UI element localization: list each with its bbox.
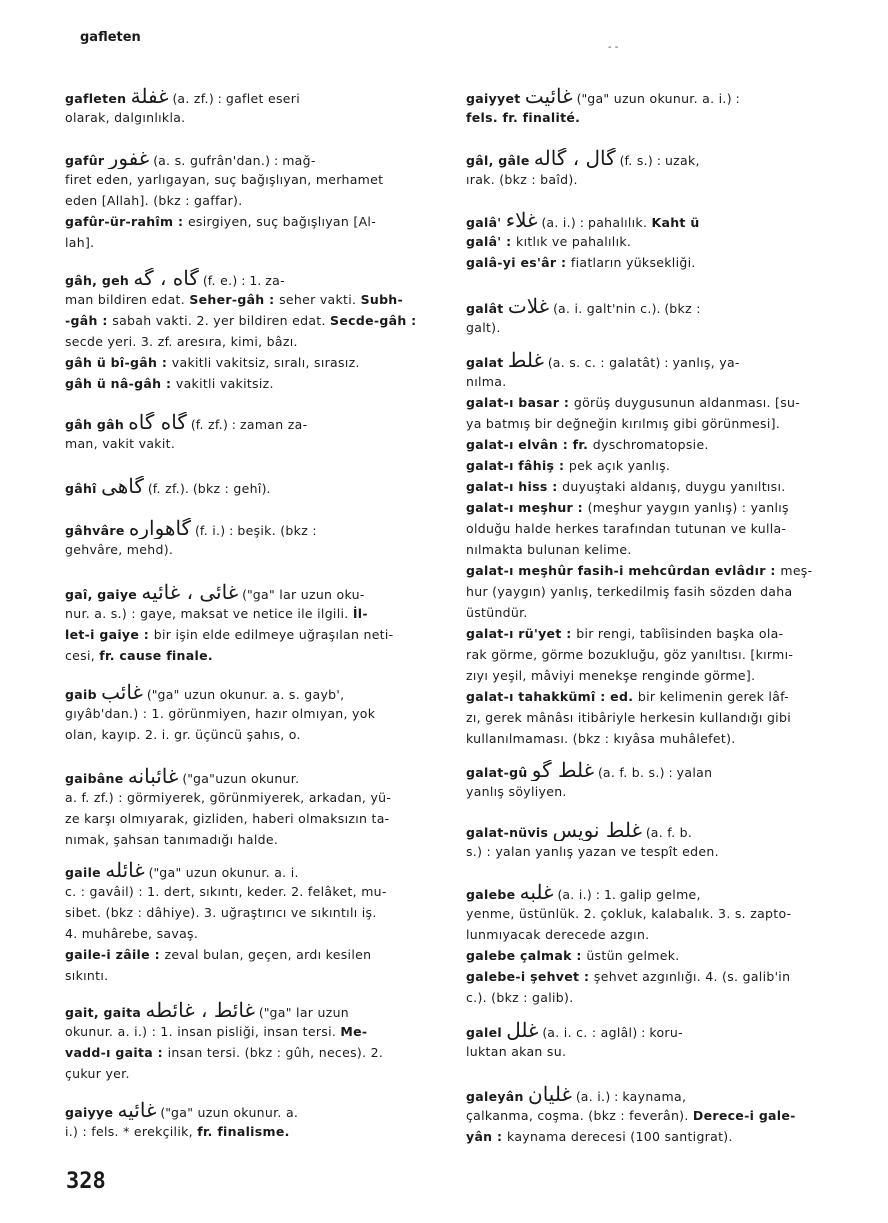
dictionary-entry xyxy=(466,1020,841,1062)
headword: galât xyxy=(466,301,504,316)
headword: galâ' xyxy=(466,215,502,230)
definition-text: kıtlık ve pahalılık. xyxy=(516,234,632,249)
definition-text: i.) : fels. * erekçilik, xyxy=(65,1124,198,1139)
entry-line xyxy=(466,1084,841,1105)
entry-line xyxy=(466,86,841,107)
entry-line xyxy=(65,582,440,603)
entry-line xyxy=(65,289,440,310)
definition-text: (f. zf.). (bkz : gehî). xyxy=(143,481,271,496)
entry-line xyxy=(466,497,841,518)
arabic-script: غلل xyxy=(506,1020,539,1041)
entry-line xyxy=(466,1105,841,1126)
entry-line xyxy=(65,808,440,829)
entry-line xyxy=(65,86,440,107)
headword: galel xyxy=(466,1025,502,1040)
entry-line xyxy=(65,724,440,745)
headword: galat-ı meşhûr fasih-i mehcûrdan evlâdır : xyxy=(466,563,781,578)
arabic-script: غائبانه xyxy=(127,766,179,787)
dictionary-entry xyxy=(466,1084,841,1147)
definition-text: nımak, şahsan tanımadığı halde. xyxy=(65,832,279,847)
headword: gafleten xyxy=(65,91,127,106)
definition-text: c. : gavâil) : 1. dert, sıkıntı, keder. 2. felâket, mu- xyxy=(65,884,387,899)
arabic-script: غلاء xyxy=(505,210,538,231)
headword: Secde-gâh : xyxy=(330,313,417,328)
definition-text: sıkıntı. xyxy=(65,968,109,983)
dictionary-entry xyxy=(65,86,440,128)
entry-line xyxy=(466,760,841,781)
dictionary-entry xyxy=(65,1000,440,1084)
definition-text: çalkanma, coşma. (bkz : feverân). xyxy=(466,1108,693,1123)
arabic-script: غائله xyxy=(105,860,145,881)
headword: galat-ı tahakkümî : ed. xyxy=(466,689,638,704)
headword: gait, gaita xyxy=(65,1005,142,1020)
definition-text: man, vakit vakit. xyxy=(65,436,176,451)
definition-text: c.). (bkz : galib). xyxy=(466,990,574,1005)
headword: İl- xyxy=(352,606,368,621)
headword: Me- xyxy=(340,1024,368,1039)
entry-line xyxy=(466,210,841,231)
entry-line xyxy=(65,923,440,944)
headword: gaiyyet xyxy=(466,91,521,106)
entry-line xyxy=(466,434,841,455)
headword: galat-nüvis xyxy=(466,825,549,840)
dictionary-entry xyxy=(65,412,440,454)
entry-line xyxy=(466,707,841,728)
definition-text: hur (yaygın) yanlış, terkedilmiş fasih sözden daha xyxy=(466,584,793,599)
headword: gâl, gâle xyxy=(466,153,530,168)
definition-text: ("ga" uzun okunur. a. i.) : xyxy=(572,91,740,106)
definition-text: (a. i. c. : aglâl) : koru- xyxy=(538,1025,683,1040)
definition-text: bir kelimenin gerek lâf- xyxy=(637,689,789,704)
definition-text: ya batmış bir değneğin kırılmış gibi görünmesi]. xyxy=(466,416,781,431)
definition-text: (a. i.) : kaynama, xyxy=(571,1089,687,1104)
headword: gaile-i zâile : xyxy=(65,947,165,962)
headword: gâh gâh xyxy=(65,417,125,432)
arabic-script: غائط ، غائطه xyxy=(145,1000,255,1021)
entry-line xyxy=(466,581,841,602)
definition-text: meş- xyxy=(780,563,813,578)
definition-text: kaynama derecesi (100 santigrat). xyxy=(507,1129,733,1144)
definition-text: (a. f. b. s.) : yalan xyxy=(594,765,713,780)
headword: galat-ı fâhiş : xyxy=(466,458,569,473)
definition-text: görüş duygusunun aldanması. [su- xyxy=(573,395,801,410)
definition-text: eden [Allah]. (bkz : gaffar). xyxy=(65,193,243,208)
entry-line xyxy=(65,787,440,808)
entry-line xyxy=(466,392,841,413)
headword: galâ' : xyxy=(466,234,517,249)
definition-text: vakitli vakitsiz. xyxy=(175,376,274,391)
entry-line xyxy=(65,1000,440,1021)
definition-text: dyschromatopsie. xyxy=(592,437,709,452)
dictionary-entry xyxy=(65,766,440,850)
arabic-script: غائب xyxy=(101,682,143,703)
entry-line xyxy=(466,1126,841,1147)
arabic-script: گال ، گاله xyxy=(533,148,616,169)
dictionary-entry xyxy=(65,1100,440,1142)
entry-line xyxy=(65,1121,440,1142)
dictionary-entry xyxy=(466,148,841,190)
definition-text: (f. zf.) : zaman za- xyxy=(186,417,308,432)
entry-line xyxy=(65,682,440,703)
dictionary-entry xyxy=(65,582,440,666)
arabic-script: گاهواره xyxy=(128,518,192,539)
definition-text: ("ga" uzun okunur. a. xyxy=(156,1105,299,1120)
entry-line xyxy=(466,539,841,560)
headword: fr. finalisme. xyxy=(197,1124,290,1139)
dictionary-entry xyxy=(65,148,440,253)
headword: galebe xyxy=(466,887,516,902)
entry-line xyxy=(65,703,440,724)
arabic-script: غائيه xyxy=(117,1100,157,1121)
entry-line xyxy=(466,371,841,392)
definition-text: esirgiyen, suç bağışlıyan [Al- xyxy=(187,214,377,229)
right-column xyxy=(466,0,841,1223)
definition-text: sabah vakti. 2. yer bildiren edat. xyxy=(112,313,331,328)
entry-line xyxy=(466,903,841,924)
arabic-script: غلط xyxy=(507,350,544,371)
entry-line xyxy=(65,1063,440,1084)
arabic-script: غائيت xyxy=(524,86,573,107)
dictionary-entry xyxy=(466,210,841,273)
entry-line xyxy=(65,860,440,881)
definition-text: (a. f. b. xyxy=(641,825,693,840)
definition-text: vakitli vakitsiz, sıralı, sırasız. xyxy=(171,355,360,370)
definition-text: ("ga"uzun okunur. xyxy=(178,771,300,786)
entry-line xyxy=(466,644,841,665)
definition-text: (a. s. c. : galatât) : yanlış, ya- xyxy=(543,355,740,370)
definition-text: olarak, dalgınlıkla. xyxy=(65,110,186,125)
arabic-script: غلط گو xyxy=(531,760,595,781)
entry-line xyxy=(65,645,440,666)
definition-text: ("ga" uzun okunur. a. i. xyxy=(144,865,299,880)
definition-text: (a. zf.) : gaflet eseri xyxy=(168,91,301,106)
definition-text: ırak. (bkz : baîd). xyxy=(466,172,578,187)
arabic-script: غلط نويس xyxy=(552,820,642,841)
definition-text: fiatların yüksekliği. xyxy=(570,255,696,270)
corner-mark: ‐ ‐ xyxy=(608,42,619,53)
entry-line xyxy=(466,602,841,623)
headword: gaibâne xyxy=(65,771,124,786)
entry-line xyxy=(65,331,440,352)
entry-line xyxy=(466,518,841,539)
dictionary-entry xyxy=(65,518,440,560)
entry-line xyxy=(466,317,841,338)
dictionary-entry xyxy=(65,682,440,745)
entry-line xyxy=(466,882,841,903)
headword: gafûr xyxy=(65,153,105,168)
definition-text: ("ga" uzun okunur. a. s. gayb', xyxy=(142,687,345,702)
entry-line xyxy=(466,686,841,707)
definition-text: (f. s.) : uzak, xyxy=(615,153,700,168)
entry-line xyxy=(65,902,440,923)
entry-line xyxy=(466,728,841,749)
entry-line xyxy=(466,252,841,273)
headword: galat-ı hiss : xyxy=(466,479,563,494)
entry-line xyxy=(65,373,440,394)
definition-text: firet eden, yarlıgayan, suç bağışlıyan, merhamet xyxy=(65,172,384,187)
arabic-script: غلبه xyxy=(519,882,554,903)
headword: gâh, geh xyxy=(65,273,130,288)
definition-text: man bildiren edat. xyxy=(65,292,190,307)
definition-text: cesi, xyxy=(65,648,100,663)
entry-line xyxy=(466,945,841,966)
entry-line xyxy=(65,829,440,850)
definition-text: (f. i.) : beşik. (bkz : xyxy=(191,523,317,538)
definition-text: sibet. (bkz : dâhiye). 3. uğraştırıcı ve sıkıntılı iş. xyxy=(65,905,377,920)
definition-text: luktan akan su. xyxy=(466,1044,567,1059)
entry-line xyxy=(466,623,841,644)
entry-line xyxy=(466,169,841,190)
entry-line xyxy=(65,1042,440,1063)
entry-line xyxy=(466,966,841,987)
headword: fels. fr. finalité. xyxy=(466,110,581,125)
definition-text: gehvâre, mehd). xyxy=(65,542,174,557)
dictionary-entry xyxy=(65,476,440,497)
headword: gâhî xyxy=(65,481,97,496)
dictionary-entry xyxy=(65,268,440,394)
entry-line xyxy=(65,310,440,331)
definition-text: galt). xyxy=(466,320,501,335)
arabic-script: غفلة xyxy=(130,86,169,107)
headword: galat-ı meşhur : xyxy=(466,500,588,515)
definition-text: nur. a. s.) : gaye, maksat ve netice ile ilgili. xyxy=(65,606,353,621)
entry-line xyxy=(466,924,841,945)
entry-line xyxy=(466,350,841,371)
headword: let-i gaiye : xyxy=(65,627,154,642)
headword: galâ-yi es'âr : xyxy=(466,255,571,270)
headword: vadd-ı gaita : xyxy=(65,1045,168,1060)
headword: -gâh : xyxy=(65,313,113,328)
definition-text: olan, kayıp. 2. i. gr. üçüncü şahıs, o. xyxy=(65,727,301,742)
arabic-script: گاه ، گه xyxy=(133,268,199,289)
entry-line xyxy=(65,518,440,539)
entry-line xyxy=(466,231,841,252)
definition-text: lunmıyacak derecede azgın. xyxy=(466,927,650,942)
definition-text: ze karşı olmıyarak, gizliden, haberi olmaksızın ta- xyxy=(65,811,390,826)
entry-line xyxy=(65,433,440,454)
headword: galeyân xyxy=(466,1089,524,1104)
headword: gafûr-ür-rahîm : xyxy=(65,214,188,229)
definition-text: okunur. a. i.) : 1. insan pisliği, insan tersi. xyxy=(65,1024,341,1039)
entry-line xyxy=(466,296,841,317)
headword: gaile xyxy=(65,865,101,880)
definition-text: olduğu halde herkes tarafından tutunan ve kulla- xyxy=(466,521,787,536)
definition-text: üstündür. xyxy=(466,605,528,620)
entry-line xyxy=(466,781,841,802)
headword: gaiyye xyxy=(65,1105,114,1120)
entry-line xyxy=(466,665,841,686)
entry-line xyxy=(65,603,440,624)
headword: galat-gû xyxy=(466,765,528,780)
entry-line xyxy=(466,841,841,862)
headword: yân : xyxy=(466,1129,507,1144)
definition-text: rak görme, görme bozukluğu, göz yanıltısı. [kırmı- xyxy=(466,647,794,662)
headword: galebe-i şehvet : xyxy=(466,969,594,984)
definition-text: (f. e.) : 1. za- xyxy=(198,273,285,288)
entry-line xyxy=(65,624,440,645)
definition-text: gıyâb'dan.) : 1. görünmiyen, hazır olmıyan, yok xyxy=(65,706,376,721)
definition-text: seher vakti. xyxy=(279,292,361,307)
definition-text: bir rengi, tabîisinden başka ola- xyxy=(576,626,784,641)
entry-line xyxy=(466,413,841,434)
entry-line xyxy=(65,881,440,902)
headword: galat-ı elvân : fr. xyxy=(466,437,593,452)
entry-line xyxy=(65,352,440,373)
definition-text: (a. i. galt'nin c.). (bkz : xyxy=(549,301,701,316)
definition-text: zeval bulan, geçen, ardı kesilen xyxy=(164,947,372,962)
definition-text: yenme, üstünlük. 2. çokluk, kalabalık. 3. s. zapto- xyxy=(466,906,792,921)
definition-text: (meşhur yaygın yanlış) : yanlış xyxy=(587,500,789,515)
headword: Derece-i gale- xyxy=(692,1108,796,1123)
definition-text: nılma. xyxy=(466,374,507,389)
arabic-script: غائى ، غائيه xyxy=(141,582,239,603)
headword: Subh- xyxy=(360,292,403,307)
dictionary-entry xyxy=(65,860,440,986)
definition-text: bir işin elde edilmeye uğraşılan neti- xyxy=(153,627,394,642)
arabic-script: غليان xyxy=(528,1084,572,1105)
page-number: 328 xyxy=(66,1169,106,1194)
entry-line xyxy=(466,1020,841,1041)
entry-line xyxy=(65,169,440,190)
headword: galat-ı basar : xyxy=(466,395,574,410)
running-header: gafleten xyxy=(80,30,141,45)
left-column xyxy=(65,0,440,1223)
definition-text: (a. i.) : pahalılık. xyxy=(537,215,652,230)
definition-text: kullanılmaması. (bkz : kıyâsa muhâlefet). xyxy=(466,731,736,746)
headword: galat xyxy=(466,355,504,370)
definition-text: insan tersi. (bkz : gûh, neces). 2. xyxy=(167,1045,384,1060)
entry-line xyxy=(466,1041,841,1062)
headword: Seher-gâh : xyxy=(189,292,280,307)
definition-text: (a. i.) : 1. galip gelme, xyxy=(553,887,701,902)
definition-text: a. f. zf.) : görmiyerek, görünmiyerek, arkadan, yü- xyxy=(65,790,392,805)
definition-text: duyuştaki aldanış, duygu yanıltısı. xyxy=(562,479,786,494)
entry-line xyxy=(466,107,841,128)
dictionary-entry xyxy=(466,820,841,862)
definition-text: nılmakta bulunan kelime. xyxy=(466,542,632,557)
entry-line xyxy=(65,190,440,211)
headword: gâh ü nâ-gâh : xyxy=(65,376,176,391)
headword: gâhvâre xyxy=(65,523,125,538)
entry-line xyxy=(65,1100,440,1121)
entry-line xyxy=(65,412,440,433)
dictionary-entry xyxy=(466,882,841,1008)
entry-line xyxy=(65,539,440,560)
entry-line xyxy=(65,268,440,289)
definition-text: ("ga" lar uzun xyxy=(254,1005,350,1020)
definition-text: ("ga" lar uzun oku- xyxy=(238,587,365,602)
entry-line xyxy=(466,476,841,497)
definition-text: çukur yer. xyxy=(65,1066,130,1081)
entry-line xyxy=(65,476,440,497)
entry-line xyxy=(65,766,440,787)
headword: galebe çalmak : xyxy=(466,948,587,963)
definition-text: s.) : yalan yanlış yazan ve tespît eden. xyxy=(466,844,719,859)
arabic-script: غفور xyxy=(108,148,150,169)
arabic-script: گاه گاه xyxy=(128,412,187,433)
definition-text: yanlış söyliyen. xyxy=(466,784,567,799)
dictionary-entry xyxy=(466,350,841,749)
entry-line xyxy=(466,148,841,169)
entry-line xyxy=(466,560,841,581)
definition-text: lah]. xyxy=(65,235,95,250)
definition-text: pek açık yanlış. xyxy=(568,458,671,473)
entry-line xyxy=(65,965,440,986)
definition-text: zı, gerek mânâsı itibâriyle herkesin kullandığı gibi xyxy=(466,710,791,725)
entry-line xyxy=(65,944,440,965)
entry-line xyxy=(65,211,440,232)
entry-line xyxy=(466,455,841,476)
definition-text: üstün gelmek. xyxy=(586,948,680,963)
headword: galat-ı rü'yet : xyxy=(466,626,577,641)
headword: fr. cause finale. xyxy=(99,648,213,663)
entry-line xyxy=(65,1021,440,1042)
entry-line xyxy=(466,820,841,841)
arabic-script: غلات xyxy=(507,296,550,317)
definition-text: zıyı yeşil, mâviyi menekşe renginde görme]. xyxy=(466,668,756,683)
definition-text: (a. s. gufrân'dan.) : mağ- xyxy=(149,153,316,168)
dictionary-entry xyxy=(466,86,841,128)
definition-text: secde yeri. 3. zf. aresıra, kimi, bâzı. xyxy=(65,334,298,349)
dictionary-entry xyxy=(466,296,841,338)
headword: gaib xyxy=(65,687,97,702)
entry-line xyxy=(65,107,440,128)
headword: gâh ü bî-gâh : xyxy=(65,355,172,370)
arabic-script: گاهى xyxy=(101,476,144,497)
headword: gaî, gaiye xyxy=(65,587,138,602)
entry-line xyxy=(466,987,841,1008)
dictionary-entry xyxy=(466,760,841,802)
headword: Kaht ü xyxy=(651,215,700,230)
definition-text: şehvet azgınlığı. 4. (s. galib'in xyxy=(593,969,791,984)
definition-text: 4. muhârebe, savaş. xyxy=(65,926,199,941)
entry-line xyxy=(65,148,440,169)
entry-line xyxy=(65,232,440,253)
